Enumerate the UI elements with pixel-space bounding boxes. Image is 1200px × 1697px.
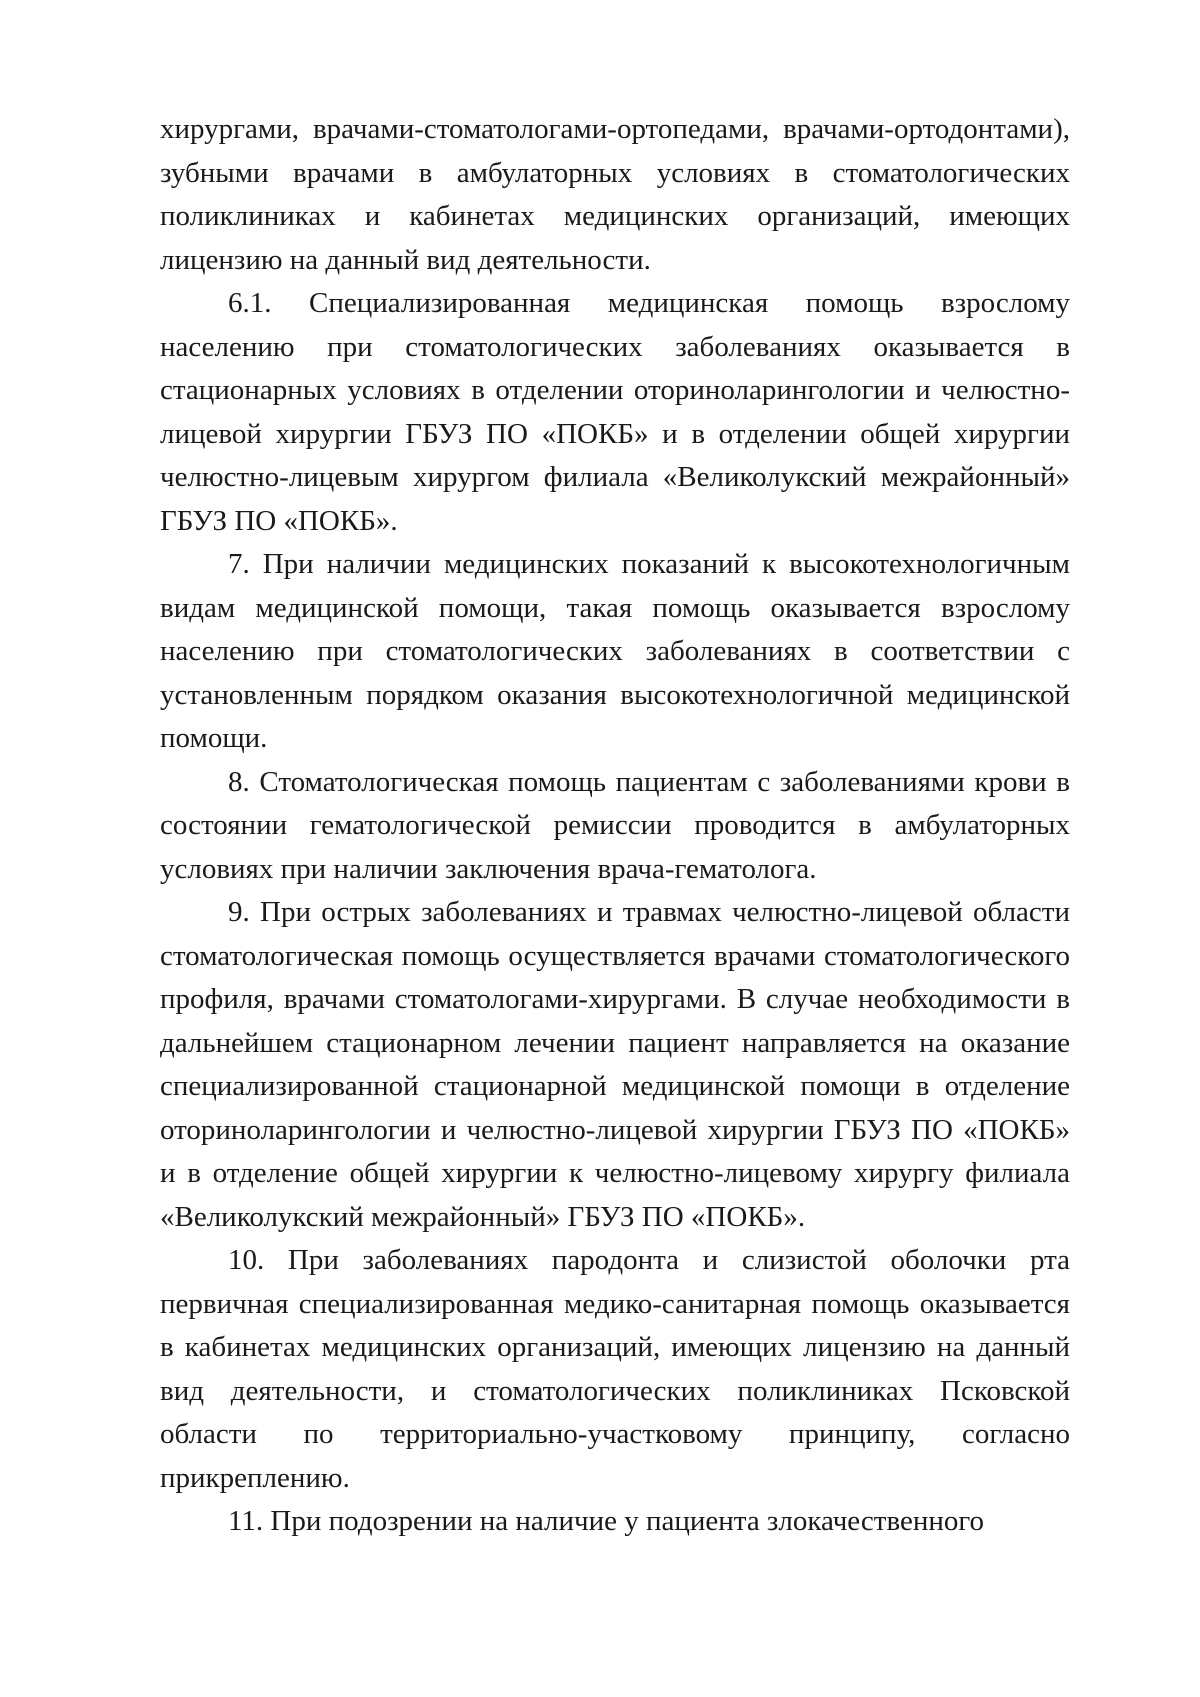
paragraph-6-1: 6.1. Специализированная медицинская помощь взрослому населению при стоматологических заболеваниях оказывается в стационарных условиях в отделении оториноларингологии и челюстно-лицевой хирургии ГБУЗ ПО «ПОКБ» и в отделении общей хирургии челюстно-лицевым хирургом филиала «Великолукский межрайонный» ГБУЗ ПО «ПОКБ».	[160, 287, 1070, 537]
paragraph-continuation: хирургами, врачами-стоматологами-ортопедами, врачами-ортодонтами), зубными врачами в амбулаторных условиях в стоматологических поликлиниках и кабинетах медицинских организаций, имеющих лицензию на данный вид деятельности.	[160, 113, 1070, 276]
paragraph-7: 7. При наличии медицинских показаний к высокотехнологичным видам медицинской помощи, такая помощь оказывается взрослому населению при стоматологических заболеваниях в соответствии с установленным порядком оказания высокотехнологичной медицинской помощи.	[160, 548, 1070, 754]
paragraph-8: 8. Стоматологическая помощь пациентам с заболеваниями крови в состоянии гематологической ремиссии проводится в амбулаторных условиях при наличии заключения врача-гематолога.	[160, 765, 1070, 885]
paragraph-10: 10. При заболеваниях пародонта и слизистой оболочки рта первичная специализированная медико-санитарная помощь оказывается в кабинетах медицинских организаций, имеющих лицензию на данный вид деятельности, и стоматологических поликлиниках Псковской области по территориально-участковому принципу, согласно прикреплению.	[160, 1244, 1070, 1494]
paragraph-9: 9. При острых заболеваниях и травмах челюстно-лицевой области стоматологическая помощь осуществляется врачами стоматологического профиля, врачами стоматологами-хирургами. В случае необходимости в дальнейшем стационарном лечении пациент направляется на оказание специализированной стационарной медицинской помощи в отделение оториноларингологии и челюстно-лицевой хирургии ГБУЗ ПО «ПОКБ» и в отделение общей хирургии к челюстно-лицевому хирургу филиала «Великолукский межрайонный» ГБУЗ ПО «ПОКБ».	[160, 896, 1070, 1233]
paragraph-11: 11. При подозрении на наличие у пациента злокачественного	[228, 1505, 985, 1537]
